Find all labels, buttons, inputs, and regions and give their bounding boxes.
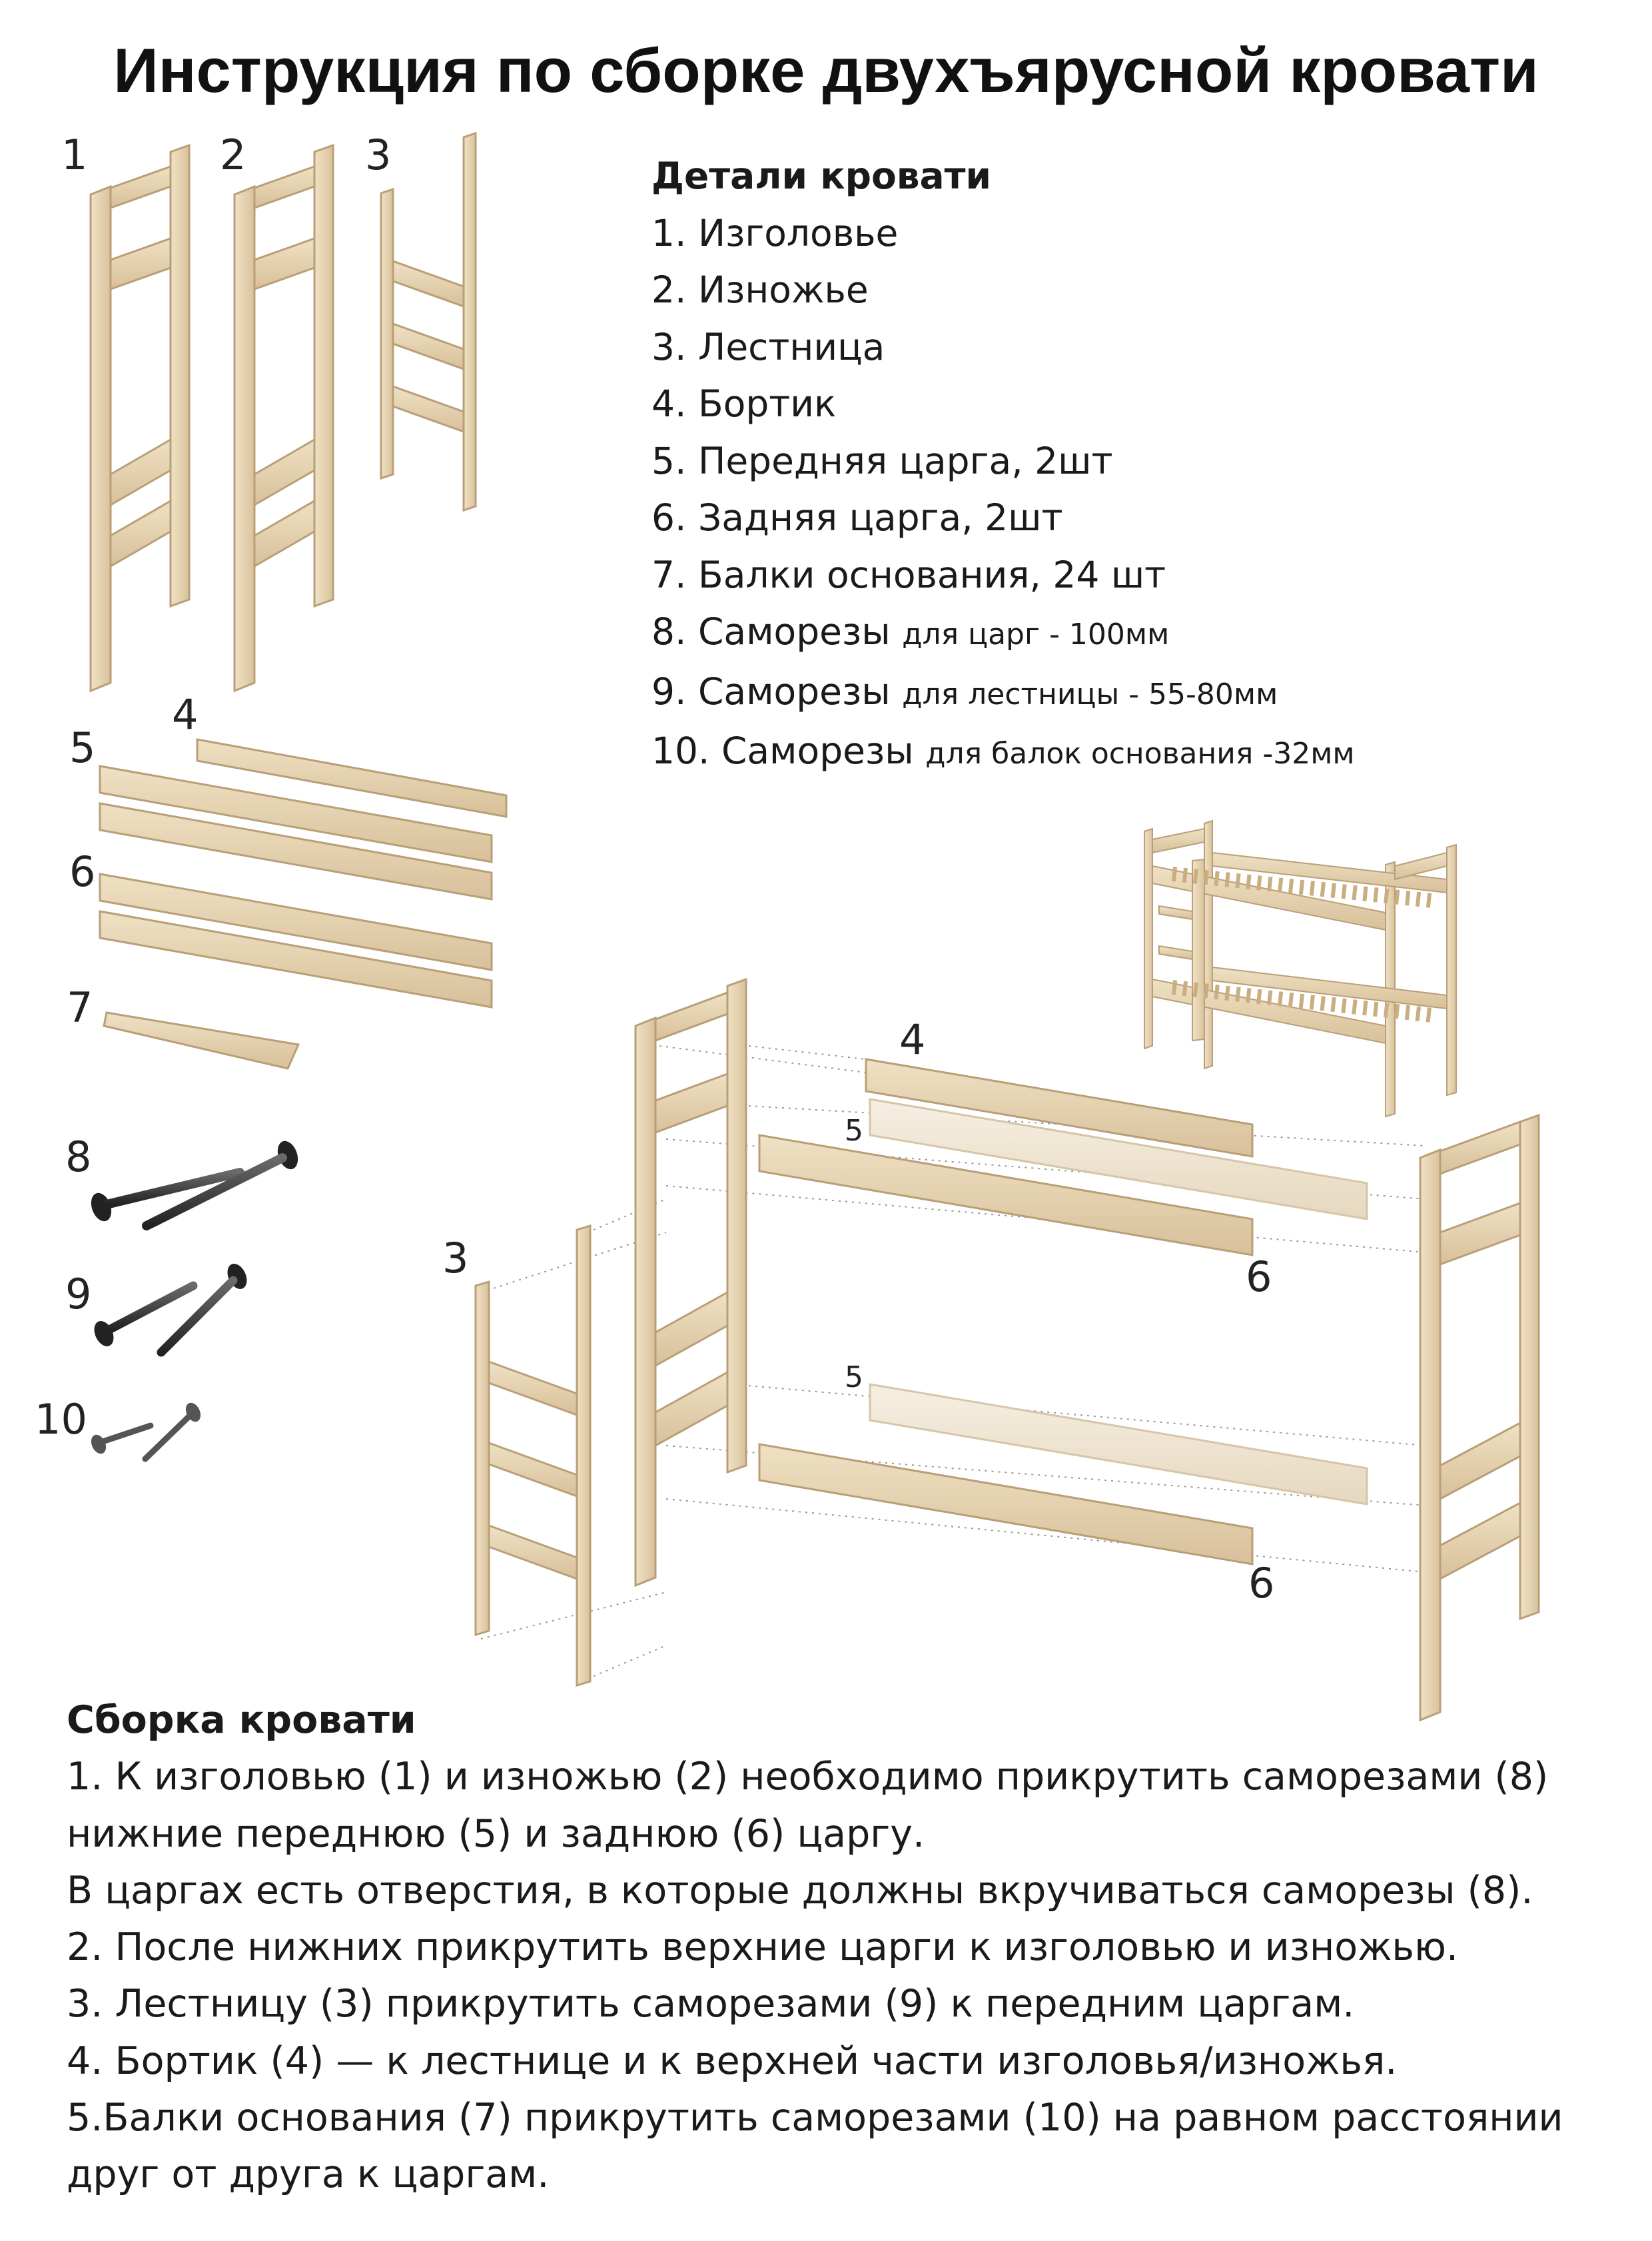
parts-heading: Детали кровати — [651, 155, 992, 197]
assembly-line: 4. Бортик (4) — к лестнице и к верхней части изголовья/изножья. — [67, 2038, 1398, 2083]
boards-drawing — [100, 739, 506, 1007]
headboard-drawing — [91, 145, 189, 691]
assembly-line: 3. Лестницу (3) прикрутить саморезами (9) к передним царгам. — [67, 1982, 1355, 2026]
parts-item-note: для царг - 100мм — [902, 618, 1170, 652]
finished-bed-drawing — [1144, 821, 1456, 1117]
label-assembly-back-top: 6 — [1246, 1252, 1272, 1301]
label-assembly-rail: 4 — [899, 1015, 926, 1064]
page-title: Инструкция по сборке двухъярусной кровати — [113, 35, 1539, 105]
parts-item: 9. Саморезы для лестницы - 55-80мм — [651, 670, 1278, 713]
label-screw-55: 9 — [65, 1270, 92, 1318]
label-screw-32: 10 — [35, 1395, 87, 1444]
parts-item: 10. Саморезы для балок основания -32мм — [651, 729, 1355, 772]
label-footboard: 2 — [220, 131, 246, 179]
assembly-line: 2. После нижних прикрутить верхние царги к изголовью и изножью. — [67, 1925, 1459, 1970]
assembly-heading: Сборка кровати — [67, 1698, 416, 1742]
parts-item: 1. Изголовье — [651, 211, 899, 254]
label-ladder: 3 — [365, 131, 392, 179]
label-assembly-ladder: 3 — [442, 1234, 469, 1282]
assembly-line: 5.Балки основания (7) прикрутить саморезами (10) на равном расстоянии — [67, 2096, 1563, 2140]
label-front-beam: 5 — [69, 723, 96, 772]
label-headboard: 1 — [61, 131, 88, 179]
label-assembly-front-top: 5 — [845, 1114, 863, 1148]
label-base-beam: 7 — [67, 983, 93, 1032]
label-back-beam: 6 — [69, 847, 96, 896]
parts-list — [651, 148, 1355, 783]
assembly-line: нижние переднюю (5) и заднюю (6) царгу. — [67, 1811, 925, 1856]
parts-item-note: для лестницы - 55-80мм — [902, 677, 1278, 711]
label-assembly-back-bottom: 6 — [1248, 1559, 1275, 1607]
assembly-instructions — [67, 1692, 1599, 2204]
parts-item: 4. Бортик — [651, 382, 837, 425]
parts-item-note: для балок основания -32мм — [925, 737, 1355, 771]
label-rail: 4 — [172, 690, 199, 739]
parts-item: 5. Передняя царга, 2шт — [651, 439, 1113, 482]
assembly-line: друг от друга к царгам. — [67, 2152, 550, 2197]
parts-item: 7. Балки основания, 24 шт — [651, 553, 1166, 596]
assembly-line: 1. К изголовью (1) и изножью (2) необходимо прикрутить саморезами (8) — [67, 1755, 1549, 1799]
assembly-line: В царгах есть отверстия, в которые должны вкручиваться саморезы (8). — [67, 1868, 1533, 1913]
beam-drawing — [104, 1013, 298, 1069]
parts-item: 6. Задняя царга, 2шт — [651, 496, 1063, 539]
parts-item: 2. Изножье — [651, 268, 869, 311]
parts-item: 8. Саморезы для царг - 100мм — [651, 610, 1170, 653]
ladder-drawing — [381, 133, 476, 510]
parts-item: 3. Лестница — [651, 325, 885, 368]
label-assembly-front-bottom: 5 — [845, 1360, 863, 1394]
label-screw-100: 8 — [65, 1132, 92, 1181]
footboard-drawing — [234, 145, 333, 691]
exploded-assembly-drawing — [476, 979, 1539, 1720]
screws-drawing — [87, 1138, 301, 1459]
